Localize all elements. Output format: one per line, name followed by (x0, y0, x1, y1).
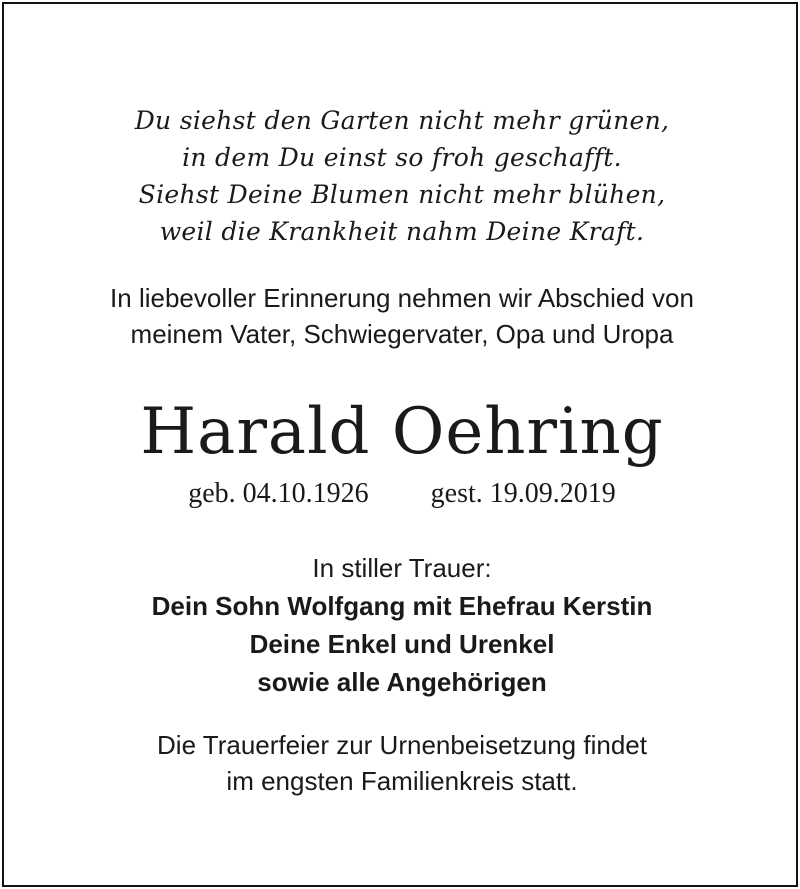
deceased-name: Harald Oehring (140, 395, 664, 469)
birth-date: geb. 04.10.1926 (188, 478, 369, 509)
mourner-line: Dein Sohn Wolfgang mit Ehefrau Kerstin (151, 591, 653, 621)
poem-line: weil die Krankheit nahm Deine Kraft. (159, 217, 645, 246)
poem-line: in dem Du einst so froh geschafft. (182, 143, 622, 172)
intro-line: In liebevoller Erinnerung nehmen wir Abschied von (110, 283, 694, 313)
poem-line: Du siehst den Garten nicht mehr grünen, (134, 106, 670, 135)
mourners-section (4, 549, 800, 701)
note-line: Die Trauerfeier zur Urnenbeisetzung findet (157, 730, 647, 760)
funeral-note (4, 727, 800, 799)
mourner-line: sowie alle Angehörigen (257, 667, 547, 697)
mourning-heading: In stiller Trauer: (312, 553, 492, 583)
poem-line: Siehst Deine Blumen nicht mehr blühen, (138, 180, 666, 209)
death-date: gest. 19.09.2019 (430, 478, 616, 509)
intro-line: meinem Vater, Schwiegervater, Opa und Uropa (130, 319, 674, 349)
mourner-line: Deine Enkel und Urenkel (249, 629, 555, 659)
intro-text (4, 280, 800, 352)
life-dates (4, 476, 800, 512)
obituary-frame (2, 2, 798, 887)
note-line: im engsten Familienkreis statt. (226, 766, 578, 796)
poem (4, 102, 800, 250)
